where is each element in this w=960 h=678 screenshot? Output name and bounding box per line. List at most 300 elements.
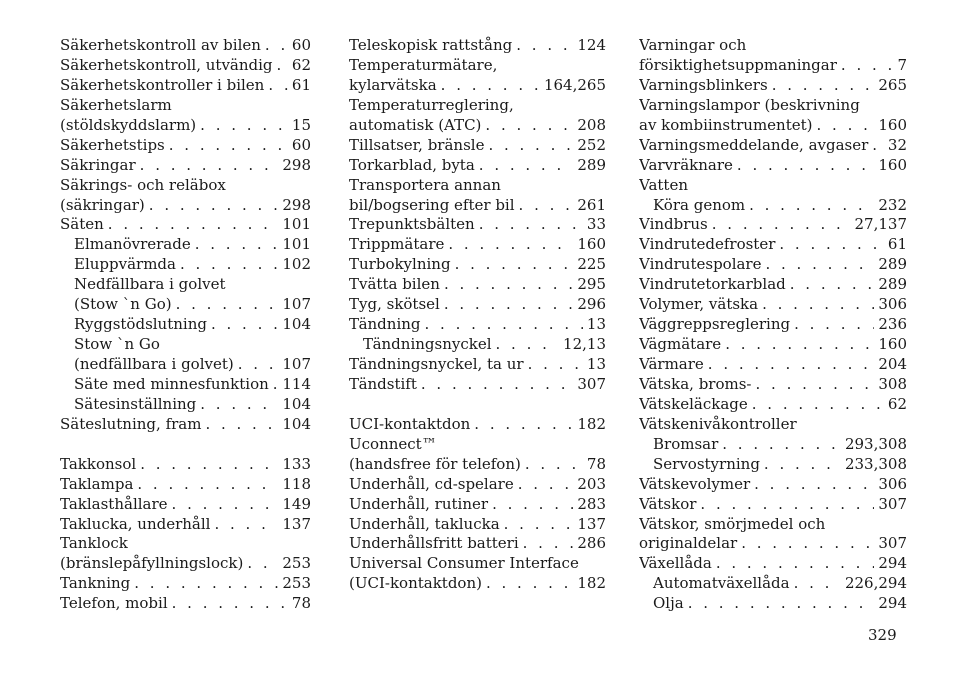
index-entry (60, 574, 311, 594)
index-page-ref: 204 (878, 355, 907, 373)
index-term: Vätska, broms- (639, 374, 752, 393)
index-entry (639, 455, 907, 475)
index-term: Vindrutetorkarblad (639, 275, 786, 294)
index-entry (60, 315, 311, 335)
index-column-3 (639, 36, 907, 614)
dot-leader (794, 574, 841, 594)
index-term: Olja (653, 594, 684, 613)
index-page-ref: 294 (878, 554, 907, 573)
dot-leader (722, 435, 841, 455)
index-term: (stöldskyddslarm) (60, 115, 197, 134)
index-page-ref: 78 (586, 454, 606, 473)
index-entry (349, 534, 606, 554)
index-entry (349, 116, 606, 136)
dot-leader (200, 116, 288, 136)
dot-leader (716, 554, 875, 574)
dot-leader (486, 574, 573, 594)
index-page-ref: 160 (878, 155, 907, 174)
index-entry (60, 56, 311, 76)
index-page-ref: 137 (577, 514, 606, 533)
index-entry (639, 534, 907, 554)
dot-leader (790, 275, 875, 295)
index-term: Vätskeläckage (639, 394, 748, 413)
index-entry (639, 56, 907, 76)
index-entry (60, 275, 311, 295)
dot-leader (519, 196, 574, 216)
index-term: Bromsar (653, 434, 719, 453)
dot-leader (752, 395, 884, 415)
index-page-ref: 289 (577, 155, 606, 174)
dot-leader (140, 455, 278, 475)
index-page-ref: 307 (878, 534, 907, 553)
dot-leader (492, 495, 573, 515)
index-entry (349, 475, 606, 495)
index-entry (349, 235, 606, 255)
index-page-ref: 283 (577, 494, 606, 513)
index-term: (nedfällbara i golvet) (74, 355, 234, 373)
index-term: Säkerhetstips (60, 135, 165, 154)
dot-leader (200, 395, 278, 415)
index-term: Taklasthållare (60, 494, 168, 513)
index-entry (60, 196, 311, 216)
index-entry (349, 136, 606, 156)
dot-leader (149, 196, 279, 216)
dot-leader (764, 455, 841, 475)
dot-leader (137, 475, 278, 495)
index-term: Varningar och (639, 36, 747, 54)
index-entry (349, 176, 606, 196)
index-page-ref: 253 (282, 574, 311, 593)
index-entry (349, 76, 606, 96)
dot-leader (488, 136, 573, 156)
index-entry (349, 415, 606, 435)
index-page-ref: 289 (878, 275, 907, 294)
index-page-ref: 7 (897, 55, 907, 74)
index-term: Taklampa (60, 474, 134, 493)
index-page-ref: 164,265 (543, 75, 606, 94)
index-page-ref: 118 (282, 474, 311, 493)
dot-leader (708, 355, 875, 375)
index-page-ref: 104 (282, 315, 311, 334)
index-term: UCI-kontaktdon (349, 414, 471, 433)
index-page-ref: 27,137 (854, 215, 907, 234)
dot-leader (172, 495, 279, 515)
index-term: Underhåll, cd-spelare (349, 474, 514, 493)
dot-leader (794, 315, 874, 335)
dot-leader (479, 215, 583, 235)
index-term: Säkerhetskontroller i bilen (60, 75, 265, 94)
dot-leader (421, 375, 573, 395)
index-entry (349, 215, 606, 235)
dot-leader (756, 375, 875, 395)
index-page-ref: 160 (577, 235, 606, 254)
dot-leader (688, 594, 875, 614)
index-entry (639, 594, 907, 614)
index-page-ref: 298 (282, 195, 311, 214)
index-term: Eluppvärmda (74, 255, 176, 274)
index-entry (639, 435, 907, 455)
dot-leader (817, 116, 875, 136)
index-entry (60, 594, 311, 614)
index-term: Vätskor (639, 494, 697, 513)
index-term: Säteslutning, fram (60, 414, 202, 433)
dot-leader (762, 295, 874, 315)
index-entry (349, 355, 606, 375)
index-term: Tanklock (60, 534, 128, 553)
index-page-ref: 60 (291, 135, 311, 154)
index-entry (639, 475, 907, 495)
index-term: (Stow `n Go) (74, 295, 172, 314)
dot-leader (268, 76, 288, 96)
index-term: Varvräknare (639, 155, 733, 174)
index-page-ref: 294 (878, 594, 907, 613)
index-entry (60, 375, 311, 395)
dot-leader (455, 255, 574, 275)
dot-leader (841, 56, 894, 76)
dot-leader (277, 56, 288, 76)
index-term: Trippmätare (349, 235, 445, 254)
index-entry (639, 176, 907, 196)
index-entry (349, 335, 606, 355)
index-term: Säkerhetskontroll av bilen (60, 36, 261, 54)
index-term: Stow `n Go (74, 335, 160, 354)
dot-leader (169, 136, 288, 156)
index-page-ref: 308 (878, 374, 907, 393)
index-term: Vatten (639, 175, 688, 194)
index-term: (UCI-kontaktdon) (349, 574, 482, 593)
index-term: Vätskenivåkontroller (639, 414, 797, 433)
dot-leader (176, 295, 279, 315)
dot-leader (140, 156, 279, 176)
index-page-ref: 182 (577, 414, 606, 433)
index-entry (349, 196, 606, 216)
index-page-ref: 225 (577, 255, 606, 274)
index-page-ref: 261 (577, 195, 606, 214)
index-term: Universal Consumer Interface (349, 554, 579, 573)
index-term: kylarvätska (349, 75, 437, 94)
index-page-ref: 295 (577, 275, 606, 294)
index-page-ref: 33 (586, 215, 606, 234)
index-entry (60, 295, 311, 315)
dot-leader (444, 295, 574, 315)
index-term: (handsfree för telefon) (349, 454, 521, 473)
index-term: Tyg, skötsel (349, 295, 440, 314)
index-entry (60, 355, 311, 375)
index-page-ref: 296 (577, 295, 606, 314)
index-entry (349, 495, 606, 515)
index-entry (60, 475, 311, 495)
index-term: Vätskevolymer (639, 474, 751, 493)
index-term: Nedfällbara i golvet (74, 275, 226, 294)
index-page-ref: 107 (282, 355, 311, 373)
dot-leader (134, 574, 278, 594)
index-entry (349, 554, 606, 574)
dot-leader (205, 415, 278, 435)
index-page-ref: 62 (291, 55, 311, 74)
index-entry (60, 395, 311, 415)
index-entry (639, 495, 907, 515)
index-entry (60, 176, 311, 196)
index-entry (639, 156, 907, 176)
index-entry (349, 255, 606, 275)
dot-leader (273, 375, 279, 395)
index-page-ref: 307 (577, 374, 606, 393)
index-term: Vindrutedefroster (639, 235, 776, 254)
dot-leader (441, 76, 540, 96)
index-entry (349, 56, 606, 76)
index-page-ref: 232 (878, 195, 907, 214)
index-entry (639, 255, 907, 275)
dot-leader (779, 235, 884, 255)
index-entry (349, 156, 606, 176)
index-page-ref: 307 (878, 494, 907, 513)
index-entry (60, 455, 311, 475)
index-term: Automatväxellåda (653, 574, 790, 593)
dot-leader (523, 534, 574, 554)
index-entry (349, 295, 606, 315)
index-page-ref: 265 (878, 75, 907, 94)
index-term: Tändning (349, 315, 421, 334)
dot-leader (425, 315, 583, 335)
dot-leader (518, 475, 574, 495)
index-term: Varningslampor (beskrivning (639, 95, 860, 114)
dot-leader (238, 355, 279, 375)
dot-leader (474, 415, 573, 435)
index-entry (349, 36, 606, 56)
index-entry (60, 495, 311, 515)
index-entry (349, 515, 606, 535)
dot-leader (172, 594, 288, 614)
dot-leader (485, 116, 573, 136)
dot-leader (247, 554, 278, 574)
index-page-ref: 306 (878, 474, 907, 493)
index-page-ref: 61 (887, 235, 907, 254)
index-page-ref: 15 (291, 115, 311, 134)
dot-leader (528, 355, 583, 375)
index-term: Säte med minnesfunktion (74, 374, 269, 393)
index-page-ref: 101 (282, 235, 311, 254)
index-page-ref: 306 (878, 295, 907, 314)
dot-leader (180, 255, 278, 275)
index-term: Uconnect™ (349, 434, 437, 453)
index-page-ref: 226,294 (844, 574, 907, 593)
index-entry (639, 36, 907, 56)
index-entry (349, 574, 606, 594)
index-term: Temperaturreglering, (349, 95, 514, 114)
index-page-ref: 149 (282, 494, 311, 513)
index-term: Tändningsnyckel, ta ur (349, 355, 524, 373)
index-entry (639, 515, 907, 535)
index-term: (bränslepåfyllningslock) (60, 554, 244, 573)
index-term: Taklucka, underhåll (60, 514, 211, 533)
index-page-ref: 182 (577, 574, 606, 593)
index-page-ref: 133 (282, 454, 311, 473)
index-term: Ryggstödslutning (74, 315, 207, 334)
index-term: Takkonsol (60, 454, 137, 473)
index-page-ref: 203 (577, 474, 606, 493)
dot-leader (265, 36, 288, 56)
index-entry (639, 196, 907, 216)
index-entry (60, 415, 311, 435)
index-page-ref: 286 (577, 534, 606, 553)
index-entry (639, 275, 907, 295)
dot-leader (872, 136, 884, 156)
dot-leader (444, 275, 573, 295)
index-term: Tändningsnyckel (363, 335, 492, 354)
index-term: Säkrings- och reläbox (60, 175, 226, 194)
index-term: Säkringar (60, 155, 136, 174)
index-entry (60, 76, 311, 96)
index-term: Växellåda (639, 554, 712, 573)
index-page-ref: 298 (282, 155, 311, 174)
index-term: bil/bogsering efter bil (349, 195, 515, 214)
dot-leader (712, 215, 851, 235)
index-page-ref: 114 (282, 374, 311, 393)
index-term: Volymer, vätska (639, 295, 759, 314)
index-term: Underhåll, rutiner (349, 494, 489, 513)
dot-leader (195, 235, 279, 255)
index-page-ref: 160 (878, 335, 907, 354)
index-term: Köra genom (653, 195, 746, 214)
dot-leader (749, 196, 874, 216)
index-spacer (349, 395, 606, 415)
index-entry (60, 255, 311, 275)
index-entry (60, 36, 311, 56)
index-term: Tändstift (349, 374, 417, 393)
index-term: Turbokylning (349, 255, 451, 274)
index-entry (639, 335, 907, 355)
index-page-ref: 293,308 (844, 434, 907, 453)
index-entry (349, 315, 606, 335)
index-page-ref: 62 (887, 394, 907, 413)
index-entry (60, 96, 311, 116)
index-page-ref: 104 (282, 414, 311, 433)
index-page-ref: 102 (282, 255, 311, 274)
index-entry (349, 435, 606, 455)
index-entry (639, 574, 907, 594)
dot-leader (772, 76, 875, 96)
index-entry (60, 136, 311, 156)
index-term: Vindrutespolare (639, 255, 762, 274)
index-entry (349, 375, 606, 395)
dot-leader (516, 36, 573, 56)
dot-leader (741, 534, 874, 554)
index-page-ref: 236 (878, 315, 907, 334)
index-entry (639, 136, 907, 156)
dot-leader (448, 235, 573, 255)
index-page-ref: 208 (577, 115, 606, 134)
index-entry (60, 116, 311, 136)
index-term: Underhållsfritt batteri (349, 534, 519, 553)
dot-leader (496, 335, 560, 355)
index-term: originaldelar (639, 534, 738, 553)
index-page-ref: 101 (282, 215, 311, 234)
index-page-ref: 13 (586, 355, 606, 373)
index-entry (639, 415, 907, 435)
index-page-ref: 104 (282, 394, 311, 413)
index-term: Vindbrus (639, 215, 708, 234)
index-page-ref: 60 (291, 36, 311, 54)
index-term: Varningsmeddelande, avgaser (639, 135, 869, 154)
index-term: Teleskopisk rattstång (349, 36, 513, 54)
index-term: Värmare (639, 355, 704, 373)
index-term: Vägmätare (639, 335, 722, 354)
index-column-1 (60, 36, 311, 614)
index-term: Varningsblinkers (639, 75, 768, 94)
index-page-ref: 61 (291, 75, 311, 94)
index-term: försiktighetsuppmaningar (639, 55, 837, 74)
dot-leader (479, 156, 574, 176)
index-entry (639, 116, 907, 136)
index-term: automatisk (ATC) (349, 115, 482, 134)
index-entry (60, 515, 311, 535)
index-entry (349, 455, 606, 475)
index-term: Vätskor, smörjmedel och (639, 514, 826, 533)
index-term: Säkerhetslarm (60, 95, 172, 114)
dot-leader (765, 255, 874, 275)
dot-leader (754, 475, 874, 495)
index-term: Säten (60, 215, 104, 234)
index-page-ref: 252 (577, 135, 606, 154)
index-entry (60, 235, 311, 255)
index-term: Sätesinställning (74, 394, 197, 413)
index-entry (639, 295, 907, 315)
dot-leader (700, 495, 874, 515)
dot-leader (108, 215, 279, 235)
index-term: Temperaturmätare, (349, 55, 498, 74)
index-entry (639, 355, 907, 375)
index-term: Väggreppsreglering (639, 315, 791, 334)
index-column-2 (349, 36, 606, 594)
index-term: Underhåll, taklucka (349, 514, 500, 533)
index-term: Tillsatser, bränsle (349, 135, 485, 154)
index-entry (639, 215, 907, 235)
index-page-ref: 13 (586, 315, 606, 334)
index-page-ref: 12,13 (563, 335, 606, 354)
index-term: av kombiinstrumentet) (639, 115, 813, 134)
index-entry (60, 534, 311, 554)
index-entry (639, 375, 907, 395)
index-page-ref: 78 (291, 594, 311, 613)
index-entry (639, 96, 907, 116)
index-term: Elmanövrerade (74, 235, 191, 254)
index-page-ref: 233,308 (844, 454, 907, 473)
index-entry (639, 395, 907, 415)
index-entry (60, 156, 311, 176)
index-entry (349, 275, 606, 295)
index-entry (349, 96, 606, 116)
index-entry (639, 554, 907, 574)
index-spacer (60, 435, 311, 455)
index-term: Tvätta bilen (349, 275, 440, 294)
dot-leader (214, 515, 278, 535)
dot-leader (211, 315, 278, 335)
dot-leader (525, 455, 583, 475)
dot-leader (504, 515, 574, 535)
index-term: Trepunktsbälten (349, 215, 475, 234)
index-entry (60, 215, 311, 235)
index-entry (60, 554, 311, 574)
index-page-ref: 124 (577, 36, 606, 54)
index-page-ref: 253 (282, 554, 311, 573)
index-term: Säkerhetskontroll, utvändig (60, 55, 273, 74)
dot-leader (737, 156, 874, 176)
dot-leader (725, 335, 874, 355)
index-entry (639, 76, 907, 96)
index-entry (639, 315, 907, 335)
index-page-ref: 107 (282, 295, 311, 314)
index-page-ref: 160 (878, 115, 907, 134)
